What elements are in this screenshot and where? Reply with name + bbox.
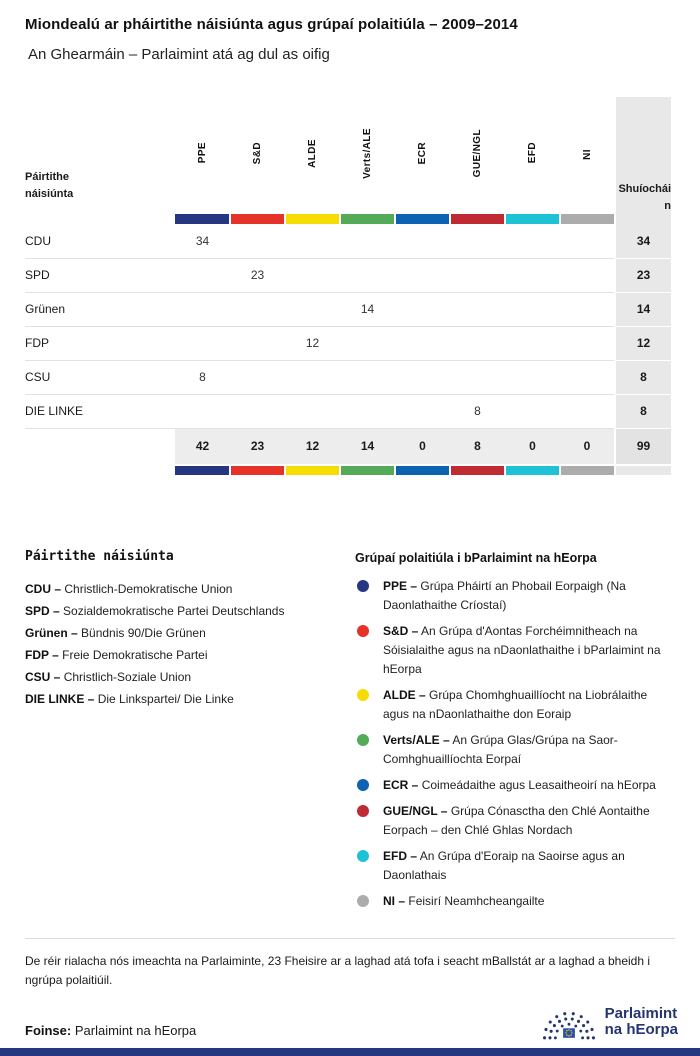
value-cell xyxy=(285,224,340,258)
group-full-name: Grúpa Pháirtí an Phobail Eorpaigh (Na Daonlathaithe Críostaí) xyxy=(383,579,626,612)
logo-wordmark xyxy=(605,1006,678,1038)
value-cell xyxy=(395,360,450,394)
value-cell xyxy=(450,360,505,394)
grand-total-cell: 99 xyxy=(615,428,671,465)
sd-color-dot xyxy=(357,625,369,637)
group-full-name: An Grúpa Glas/Grúpa na Saor-Comhghuaillíochta Eorpaí xyxy=(383,733,618,766)
group-abbr: ECR – xyxy=(383,778,419,792)
table-row xyxy=(25,258,671,292)
column-header-label: ALDE xyxy=(307,138,318,168)
column-total-cell: 23 xyxy=(230,428,285,465)
value-cell xyxy=(285,258,340,292)
value-cell xyxy=(560,360,615,394)
party-full-name: Sozialdemokratische Partei Deutschlands xyxy=(63,604,285,618)
legend-item xyxy=(355,622,671,679)
group-color-bar xyxy=(175,465,230,475)
value-cell xyxy=(230,394,285,428)
legend-item xyxy=(25,600,355,622)
national-parties-legend xyxy=(25,549,355,918)
group-color-bar xyxy=(285,465,340,475)
group-full-name: Coimeádaithe agus Leasaitheoirí na hEorpa xyxy=(421,778,656,792)
row-total-cell: 12 xyxy=(615,326,671,360)
group-color-bar-row-bottom xyxy=(25,465,671,475)
group-abbr: S&D – xyxy=(383,624,419,638)
party-full-name: Christlich-Soziale Union xyxy=(63,670,192,684)
party-full-name: Christlich-Demokratische Union xyxy=(64,582,233,596)
party-abbr: SPD – xyxy=(25,604,60,618)
column-header-label: S&D xyxy=(252,141,263,165)
column-header-efd xyxy=(505,97,560,214)
legend-item xyxy=(25,622,355,644)
party-abbr: CSU – xyxy=(25,670,61,684)
value-cell xyxy=(560,292,615,326)
value-cell xyxy=(285,292,340,326)
value-cell xyxy=(340,360,395,394)
table-row xyxy=(25,292,671,326)
value-cell xyxy=(450,326,505,360)
bottom-accent-bar xyxy=(0,1048,700,1056)
row-header-cell xyxy=(25,97,175,214)
row-total-cell: 8 xyxy=(615,394,671,428)
group-abbr: Verts/ALE – xyxy=(383,733,450,747)
value-cell xyxy=(340,326,395,360)
value-cell xyxy=(505,326,560,360)
political-groups-legend xyxy=(355,549,671,918)
legend-item xyxy=(355,686,671,724)
value-cell xyxy=(560,394,615,428)
value-cell: 8 xyxy=(450,394,505,428)
group-color-bar xyxy=(340,214,395,224)
group-full-name: An Grúpa d'Aontas Forchéimnitheach na Sóisialaithe agus na nDaonlathaithe i bParlaimint na hEorpa xyxy=(383,624,661,676)
column-total-cell: 14 xyxy=(340,428,395,465)
seats-column-fill xyxy=(615,465,671,475)
value-cell xyxy=(340,394,395,428)
party-abbr: FDP – xyxy=(25,648,59,662)
row-total-cell: 23 xyxy=(615,258,671,292)
group-color-bar xyxy=(560,465,615,475)
table-row xyxy=(25,394,671,428)
group-abbr: EFD – xyxy=(383,849,418,863)
group-color-bar xyxy=(285,214,340,224)
party-name-cell: CDU xyxy=(25,224,175,258)
value-cell xyxy=(395,326,450,360)
value-cell xyxy=(395,258,450,292)
row-total-cell: 8 xyxy=(615,360,671,394)
column-header-label: PPE xyxy=(197,142,208,164)
group-color-bar xyxy=(340,465,395,475)
table-header-row xyxy=(25,97,671,214)
value-cell: 23 xyxy=(230,258,285,292)
value-cell xyxy=(505,360,560,394)
group-color-bar xyxy=(560,214,615,224)
value-cell xyxy=(340,224,395,258)
value-cell xyxy=(230,360,285,394)
party-abbr: Grünen – xyxy=(25,626,78,640)
ppe-color-dot xyxy=(357,580,369,592)
spacer-cell xyxy=(25,214,175,224)
group-abbr: NI – xyxy=(383,894,406,908)
value-cell xyxy=(230,292,285,326)
party-full-name: Freie Demokratische Partei xyxy=(62,648,208,662)
value-cell: 34 xyxy=(175,224,230,258)
verts-ale-color-dot xyxy=(357,734,369,746)
group-color-bar xyxy=(450,465,505,475)
logo-line1: Parlaimint xyxy=(604,1004,678,1022)
column-header-verts-ale xyxy=(340,97,395,214)
seats-table xyxy=(25,97,671,475)
value-cell xyxy=(505,394,560,428)
legend-item xyxy=(355,802,671,840)
value-cell xyxy=(395,224,450,258)
value-cell xyxy=(505,292,560,326)
column-header-ppe xyxy=(175,97,230,214)
group-color-bar-row xyxy=(25,214,671,224)
ecr-color-dot xyxy=(357,779,369,791)
column-header-ni xyxy=(560,97,615,214)
column-header-gue-ngl xyxy=(450,97,505,214)
page-subtitle: An Ghearmáin – Parlaimint atá ag dul as oifig xyxy=(28,46,330,63)
group-abbr: GUE/NGL – xyxy=(383,804,448,818)
column-header-label: ECR xyxy=(417,141,428,165)
value-cell xyxy=(560,258,615,292)
column-total-cell: 0 xyxy=(395,428,450,465)
party-name-cell: DIE LINKE xyxy=(25,394,175,428)
value-cell xyxy=(560,326,615,360)
party-abbr: CDU – xyxy=(25,582,62,596)
row-total-cell: 34 xyxy=(615,224,671,258)
value-cell xyxy=(175,326,230,360)
seats-column-header: Shuíocháin xyxy=(615,97,671,214)
value-cell xyxy=(505,224,560,258)
legend-item xyxy=(25,688,355,710)
column-header-label: NI xyxy=(581,148,593,160)
column-header-label: GUE/NGL xyxy=(472,128,483,178)
column-header-sd xyxy=(230,97,285,214)
column-header-alde xyxy=(285,97,340,214)
group-color-bar xyxy=(505,214,560,224)
column-header-ecr xyxy=(395,97,450,214)
column-total-cell: 12 xyxy=(285,428,340,465)
efd-color-dot xyxy=(357,850,369,862)
seats-column-fill xyxy=(615,214,671,224)
legend-groups-title: Grúpaí polaitiúla i bParlaimint na hEorpa xyxy=(355,551,597,565)
value-cell xyxy=(395,292,450,326)
value-cell xyxy=(175,394,230,428)
totals-row xyxy=(25,428,671,465)
value-cell xyxy=(285,360,340,394)
group-abbr: ALDE – xyxy=(383,688,426,702)
value-cell xyxy=(560,224,615,258)
value-cell: 14 xyxy=(340,292,395,326)
legend-item xyxy=(355,776,671,795)
table-row xyxy=(25,360,671,394)
source-label: Foinse: xyxy=(25,1023,72,1038)
european-parliament-logo xyxy=(540,999,678,1044)
value-cell: 8 xyxy=(175,360,230,394)
legend-item xyxy=(355,892,671,911)
value-cell xyxy=(175,292,230,326)
group-full-name: Feisirí Neamhcheangailte xyxy=(408,894,545,908)
column-total-cell: 42 xyxy=(175,428,230,465)
source-line xyxy=(25,1023,196,1038)
value-cell xyxy=(395,394,450,428)
rules-note: De réir rialacha nós imeachta na Parlaiminte, 23 Fheisire ar a laghad atá tofa i seacht mBallstát ar a laghad a bheidh i ngrúpa polaitiúil. xyxy=(25,938,675,989)
legend-item xyxy=(25,578,355,600)
table-row xyxy=(25,224,671,258)
group-full-name: Grúpa Cónasctha den Chlé Aontaithe Eorpach – den Chlé Ghlas Nordach xyxy=(383,804,650,837)
legend-item xyxy=(355,731,671,769)
value-cell xyxy=(505,258,560,292)
legend-item xyxy=(355,847,671,885)
column-total-cell: 8 xyxy=(450,428,505,465)
value-cell: 12 xyxy=(285,326,340,360)
column-total-cell: 0 xyxy=(560,428,615,465)
group-abbr: PPE – xyxy=(383,579,418,593)
alde-color-dot xyxy=(357,689,369,701)
party-full-name: Die Linkspartei/ Die Linke xyxy=(97,692,234,706)
group-color-bar xyxy=(505,465,560,475)
table-row xyxy=(25,326,671,360)
group-color-bar xyxy=(395,465,450,475)
logo-line2: na hEorpa xyxy=(604,1020,678,1038)
column-header-label: EFD xyxy=(527,142,538,164)
party-name-cell: CSU xyxy=(25,360,175,394)
source-value: Parlaimint na hEorpa xyxy=(74,1023,197,1038)
value-cell xyxy=(450,258,505,292)
group-color-bar xyxy=(230,214,285,224)
spacer-cell xyxy=(25,428,175,465)
gue-ngl-color-dot xyxy=(357,805,369,817)
party-name-cell: SPD xyxy=(25,258,175,292)
group-color-bar xyxy=(230,465,285,475)
value-cell xyxy=(340,258,395,292)
spacer-cell xyxy=(25,465,175,475)
group-full-name: An Grúpa d'Eoraip na Saoirse agus an Daonlathais xyxy=(383,849,625,882)
value-cell xyxy=(175,258,230,292)
value-cell xyxy=(285,394,340,428)
eu-hemicycle-icon xyxy=(540,999,598,1044)
value-cell xyxy=(230,224,285,258)
row-header-label: Páirtithe náisiúnta xyxy=(25,170,74,201)
party-abbr: DIE LINKE – xyxy=(25,692,95,706)
legend-item xyxy=(355,577,671,615)
value-cell xyxy=(230,326,285,360)
column-header-label: Verts/ALE xyxy=(362,127,373,179)
value-cell xyxy=(450,224,505,258)
party-name-cell: Grünen xyxy=(25,292,175,326)
group-color-bar xyxy=(395,214,450,224)
group-color-bar xyxy=(175,214,230,224)
party-name-cell: FDP xyxy=(25,326,175,360)
legend-item xyxy=(25,666,355,688)
legend-item xyxy=(25,644,355,666)
legend-section xyxy=(25,549,675,918)
group-color-bar xyxy=(450,214,505,224)
party-full-name: Bündnis 90/Die Grünen xyxy=(81,626,206,640)
value-cell xyxy=(450,292,505,326)
legend-parties-title: Páirtithe náisiúnta xyxy=(25,549,174,564)
page-title: Miondealú ar pháirtithe náisiúnta agus grúpaí polaitiúla – 2009–2014 xyxy=(25,16,518,33)
group-full-name: Grúpa Chomhghuaillíocht na Liobrálaithe agus na nDaonlathaithe don Eoraip xyxy=(383,688,648,721)
ni-color-dot xyxy=(357,895,369,907)
column-total-cell: 0 xyxy=(505,428,560,465)
row-total-cell: 14 xyxy=(615,292,671,326)
